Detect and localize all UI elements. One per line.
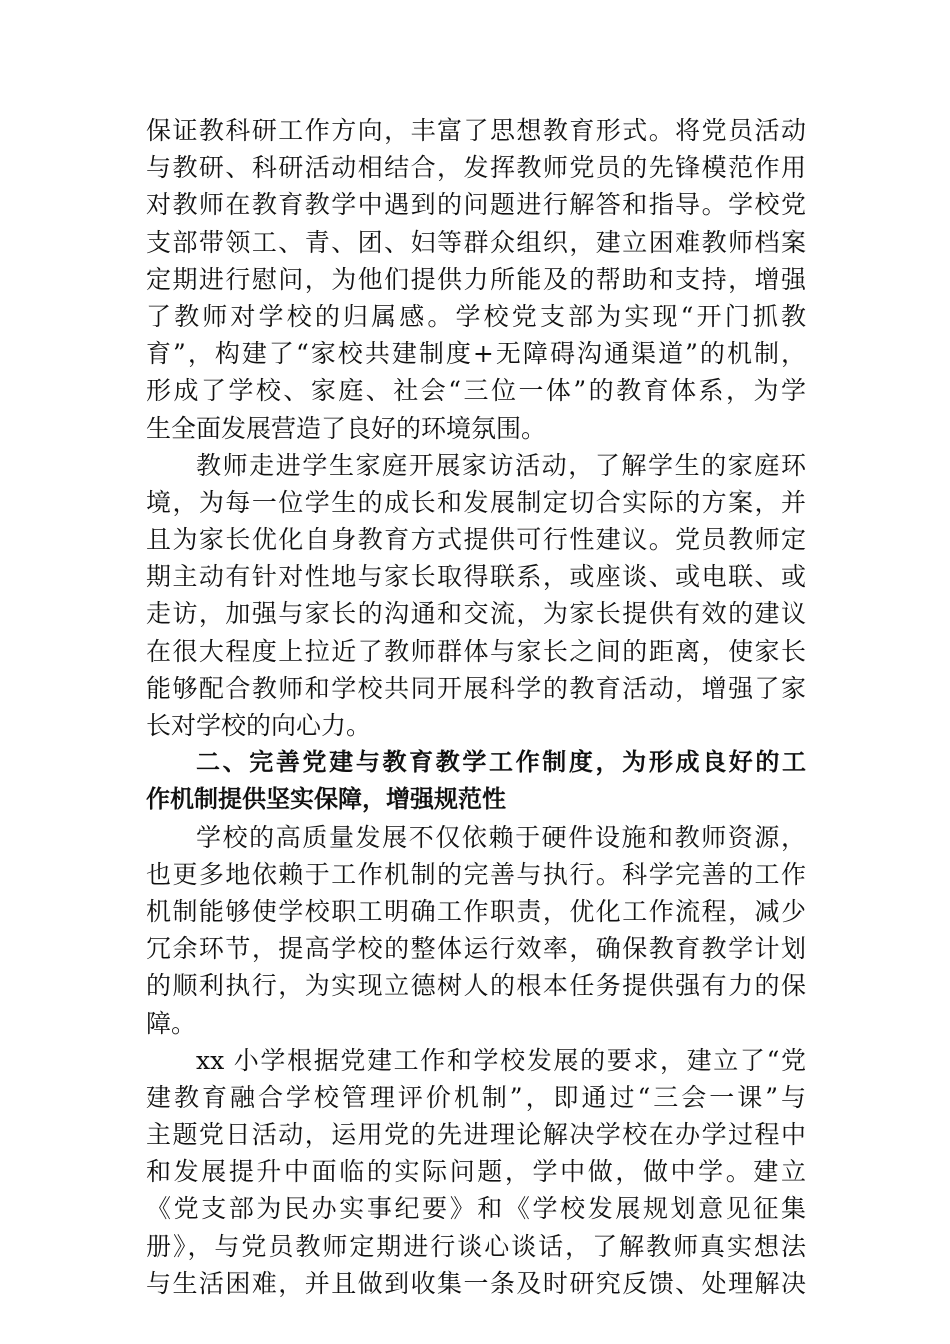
text-line: 册》，与党员教师定期进行谈心谈话，了解教师真实想法 — [146, 1231, 806, 1261]
text-line: 能够配合教师和学校共同开展科学的教育活动，增强了家 — [146, 673, 806, 703]
text-line: xx 小学根据党建工作和学校发展的要求，建立了“党 — [196, 1045, 806, 1075]
text-line: 冗余环节，提高学校的整体运行效率，确保教育教学计划 — [146, 934, 806, 964]
text-line: 走访，加强与家长的沟通和交流，为家长提供有效的建议 — [146, 599, 806, 629]
text-line: 对教师在教育教学中遇到的问题进行解答和指导。学校党 — [146, 190, 806, 220]
paragraph — [146, 819, 806, 1042]
text-line: 的顺利执行，为实现立德树人的根本任务提供强有力的保 — [146, 971, 806, 1001]
text-line: 形成了学校、家庭、社会“三位一体”的教育体系，为学 — [146, 376, 806, 406]
text-line: 支部带领工、青、团、妇等群众组织，建立困难教师档案 — [146, 227, 806, 257]
text-line: 了教师对学校的归属感。学校党支部为实现“开门抓教 — [146, 301, 806, 331]
text-line: 期主动有针对性地与家长取得联系，或座谈、或电联、或 — [146, 562, 806, 592]
text-line: 与教研、科研活动相结合，发挥教师党员的先锋模范作用 — [146, 153, 806, 183]
text-line: 也更多地依赖于工作机制的完善与执行。科学完善的工作 — [146, 859, 806, 889]
text-line: 生全面发展营造了良好的环境氛围。 — [146, 413, 547, 443]
text-line: 和发展提升中面临的实际问题，学中做，做中学。建立 — [146, 1157, 806, 1187]
text-line: 定期进行慰问，为他们提供力所能及的帮助和支持，增强 — [146, 264, 806, 294]
text-line: 学校的高质量发展不仅依赖于硬件设施和教师资源， — [196, 822, 806, 852]
text-line: 障。 — [146, 1008, 197, 1038]
text-line: 育”，构建了“家校共建制度+无障碍沟通渠道”的机制， — [146, 339, 806, 369]
paragraph — [146, 447, 806, 745]
section-heading — [146, 744, 806, 818]
text-line: 且为家长优化自身教育方式提供可行性建议。党员教师定 — [146, 525, 806, 555]
text-line: 主题党日活动，运用党的先进理论解决学校在办学过程中 — [146, 1120, 806, 1150]
paragraph — [146, 112, 806, 447]
text-line: 长对学校的向心力。 — [146, 711, 372, 740]
heading-line: 二、完善党建与教育教学工作制度，为形成良好的工 — [196, 748, 806, 777]
heading-line: 作机制提供坚实保障，增强规范性 — [146, 785, 506, 814]
text-line: 《党支部为民办实事纪要》和《学校发展规划意见征集 — [146, 1194, 806, 1224]
paragraph — [146, 1042, 806, 1302]
text-line: 保证教科研工作方向，丰富了思想教育形式。将党员活动 — [146, 116, 806, 145]
text-line: 教师走进学生家庭开展家访活动，了解学生的家庭环 — [196, 450, 806, 480]
text-line: 建教育融合学校管理评价机制”，即通过“三会一课”与 — [146, 1082, 806, 1112]
text-line: 与生活困难，并且做到收集一条及时研究反馈、处理解决 — [146, 1268, 806, 1298]
text-line: 境，为每一位学生的成长和发展制定切合实际的方案，并 — [146, 487, 806, 517]
document-body — [146, 112, 806, 1302]
text-line: 在很大程度上拉近了教师群体与家长之间的距离，使家长 — [146, 636, 806, 666]
text-line: 机制能够使学校职工明确工作职责，优化工作流程，减少 — [146, 896, 806, 926]
